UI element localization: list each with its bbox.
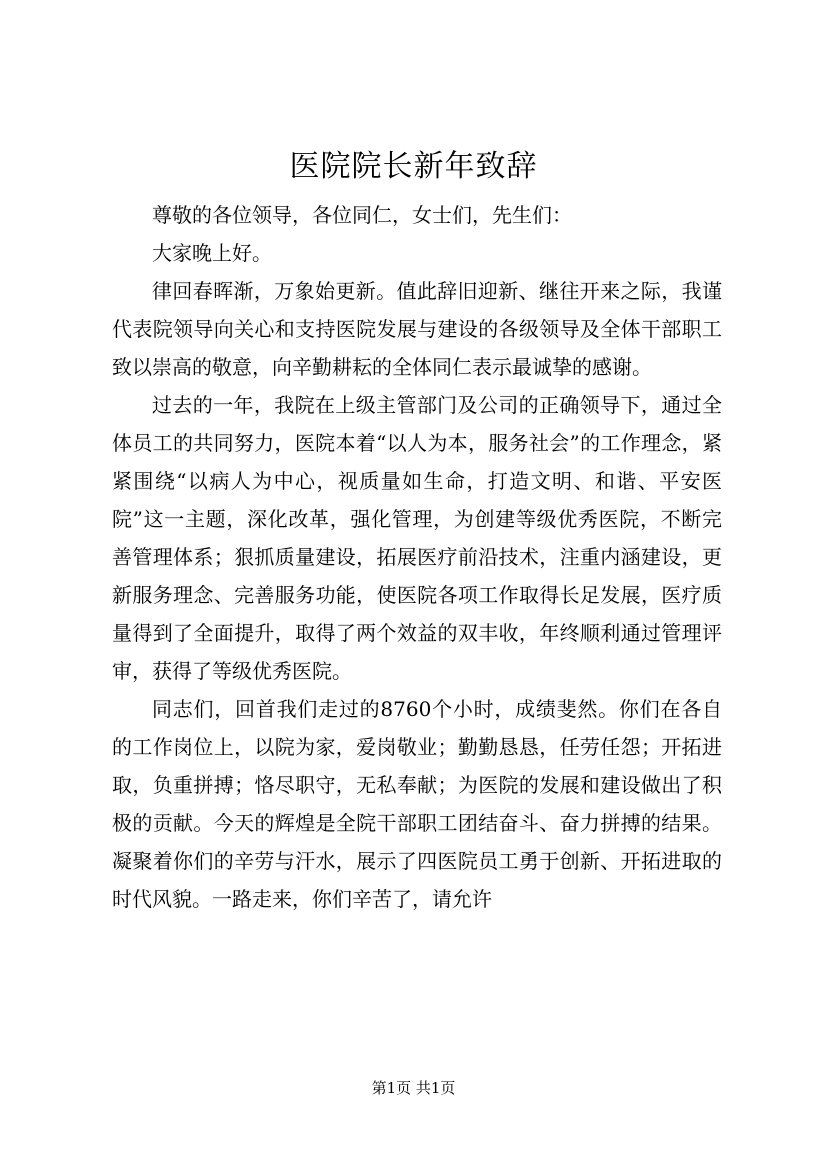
- document-title: 医院院长新年致辞: [289, 149, 538, 184]
- page-number-footer: 第1页 共1页: [371, 1079, 456, 1097]
- body-paragraph: 同志们，回首我们走过的8760个小时，成绩斐然。你们在各自的工作岗位上，以院为家，爱岗敬业；勤勤恳恳，任劳任怨；开拓进取，负重拼搏；恪尽职守，无私奉献；为医院的发展和建设做出了积极的贡献。今天的辉煌是全院干部职工团结奋斗、奋力拼搏的结果。凝聚着你们的辛劳与汗水，展示了四医院员工勇于创新、开拓进取的时代风貌。一路走来，你们辛苦了，请允许: [112, 697, 722, 911]
- body-paragraph: 律回春晖渐，万象始更新。值此辞旧迎新、继往开来之际，我谨代表院领导向关心和支持医院发展与建设的各级领导及全体干部职工致以崇高的敬意，向辛勤耕耘的全体同仁表示最诚挚的感谢。: [112, 279, 722, 379]
- document-body: [112, 196, 722, 918]
- salutation-paragraph: 尊敬的各位领导，各位同仁，女士们，先生们：: [152, 203, 572, 227]
- greeting-paragraph: 大家晚上好。: [152, 241, 272, 265]
- body-paragraph: 过去的一年，我院在上级主管部门及公司的正确领导下，通过全体员工的共同努力，医院本着“以人为本，服务社会”的工作理念，紧紧围绕“以病人为中心，视质量如生命，打造文明、和谐、平安医院”这一主题，深化改革，强化管理，为创建等级优秀医院，不断完善管理体系；狠抓质量建设，拓展医疗前沿技术，注重内涵建设，更新服务理念、完善服务功能，使医院各项工作取得长足发展，医疗质量得到了全面提升，取得了两个效益的双丰收，年终顺利通过管理评审，获得了等级优秀医院。: [112, 393, 722, 683]
